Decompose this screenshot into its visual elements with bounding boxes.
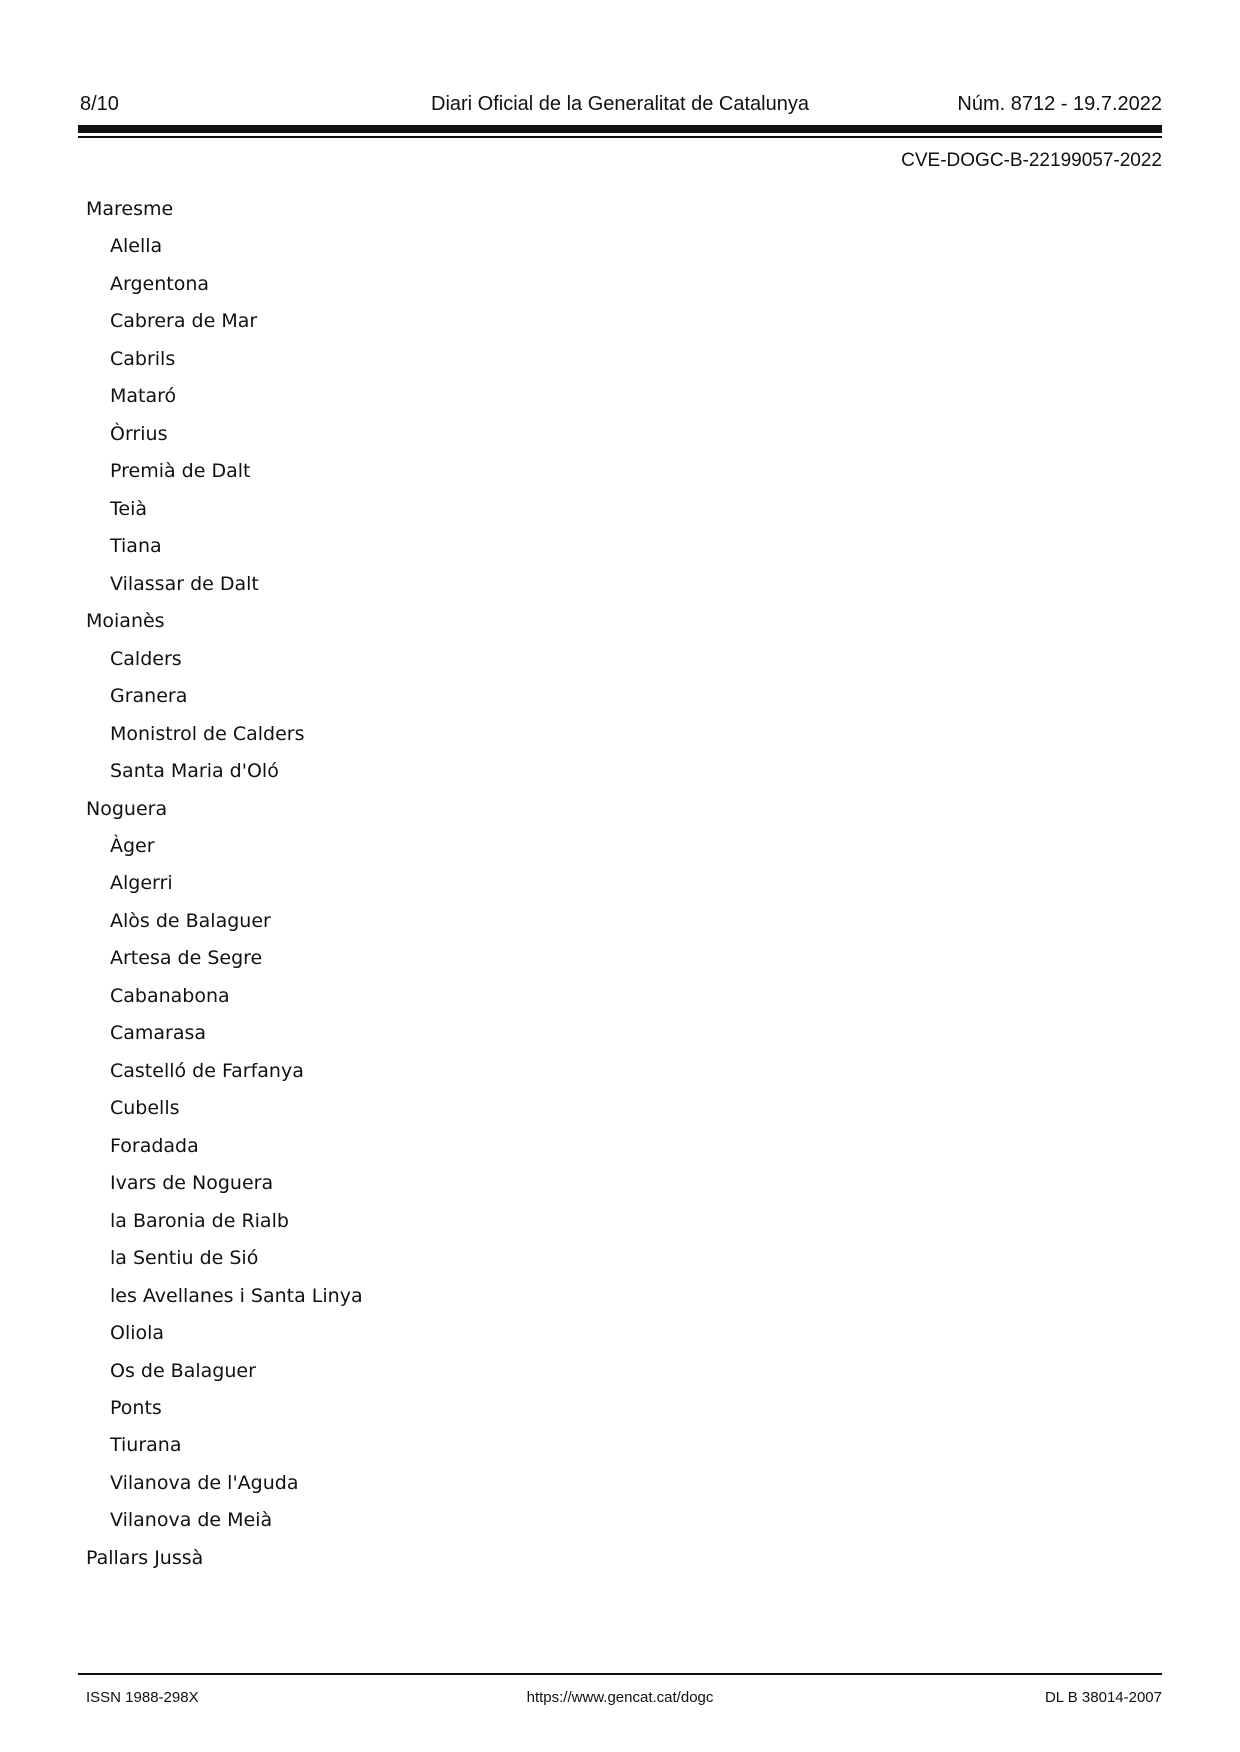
municipality-label: les Avellanes i Santa Linya [110, 1284, 363, 1307]
municipality-label: Òrrius [110, 422, 168, 445]
header-rule-thick [78, 125, 1162, 133]
publication-title: Diari Oficial de la Generalitat de Catalunya [431, 93, 809, 115]
municipality-label: Vilanova de Meià [110, 1509, 273, 1532]
municipality-label: Mataró [110, 385, 177, 408]
municipality-label: Àger [110, 834, 155, 857]
municipality-label: la Baronia de Rialb [110, 1209, 289, 1232]
municipality-label: Cabrils [110, 347, 176, 370]
municipality-label: Calders [110, 647, 182, 670]
page-number: 8/10 [80, 93, 119, 115]
municipality-list [0, 191, 1240, 1577]
cve-code: CVE-DOGC-B-22199057-2022 [901, 150, 1162, 171]
municipality-label: Alòs de Balaguer [110, 909, 271, 932]
municipality-label: Castelló de Farfanya [110, 1059, 304, 1082]
comarca-label: Maresme [86, 198, 174, 220]
municipality-label: Vilanova de l'Aguda [110, 1471, 299, 1494]
municipality-label: Monistrol de Calders [110, 722, 305, 745]
municipality-label: Os de Balaguer [110, 1359, 256, 1382]
municipality-label: Ponts [110, 1397, 162, 1419]
municipality-label: Camarasa [110, 1022, 207, 1045]
footer-rule [78, 1673, 1162, 1675]
municipality-label: la Sentiu de Sió [110, 1247, 259, 1270]
municipality-label: Artesa de Segre [110, 947, 263, 970]
municipality-label: Granera [110, 685, 188, 708]
footer-deposit-number: DL B 38014-2007 [1044, 1689, 1162, 1706]
municipality-label: Foradada [110, 1134, 199, 1157]
comarca-label: Pallars Jussà [86, 1546, 204, 1569]
municipality-label: Cabanabona [110, 984, 230, 1007]
municipality-label: Santa Maria d'Oló [110, 760, 279, 783]
municipality-label: Cubells [110, 1097, 180, 1120]
municipality-label: Teià [110, 497, 147, 520]
footer-issn: ISSN 1988-298X [86, 1689, 199, 1706]
issue-number-date: Núm. 8712 - 19.7.2022 [957, 93, 1162, 115]
municipality-label: Argentona [110, 272, 210, 295]
municipality-label: Algerri [110, 872, 173, 895]
municipality-label: Tiana [110, 535, 162, 558]
municipality-label: Premià de Dalt [110, 460, 251, 483]
municipality-label: Vilassar de Dalt [110, 572, 259, 595]
municipality-label: Cabrera de Mar [110, 310, 258, 333]
header-rule-thin [78, 136, 1162, 138]
municipality-label: Oliola [110, 1322, 165, 1345]
comarca-label: Moianès [86, 610, 165, 633]
municipality-label: Alella [110, 235, 163, 258]
municipality-label: Tiurana [110, 1434, 182, 1457]
comarca-label: Noguera [86, 797, 168, 820]
footer-url: https://www.gencat.cat/dogc [526, 1689, 714, 1706]
municipality-label: Ivars de Noguera [110, 1172, 274, 1195]
